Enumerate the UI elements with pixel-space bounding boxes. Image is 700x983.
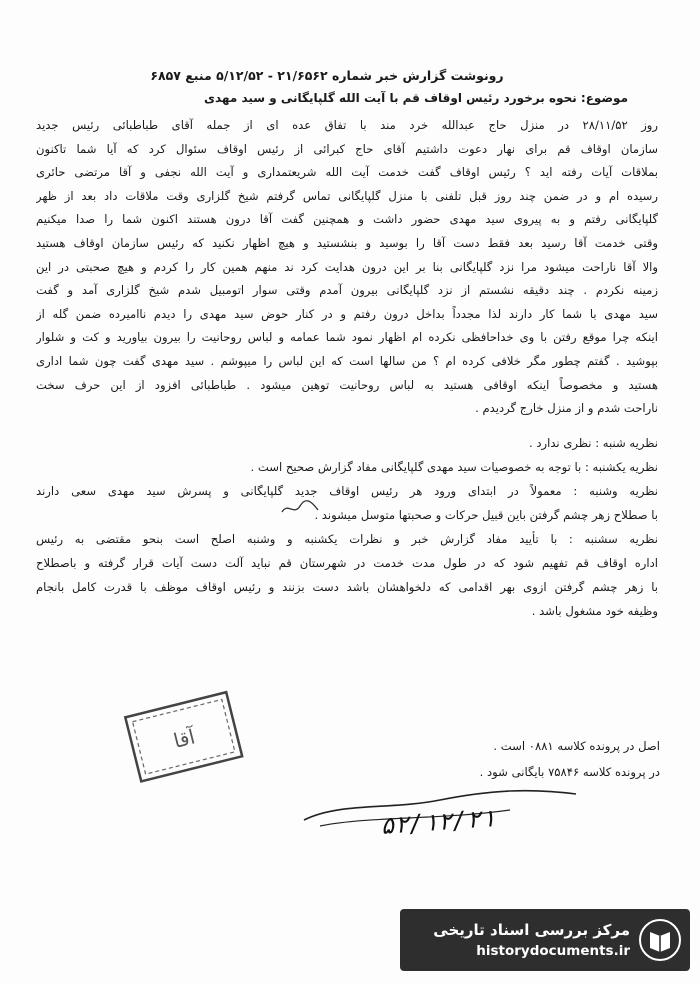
report-line: گلپایگانی رفتم و به پیروی سید مهدی حضور داشت و همچنین گفت آقا درون هستند اکنون شما را صدا میکنیم [36, 212, 658, 227]
opinion-line: با زهر چشم گرفتن ازوی بهر اقدامی که دلخواهشان باشد دست بزنند و رئیس اوقاف موظف با قدرت کامل بانجام [36, 579, 658, 594]
report-line: سازمان اوقاف قم برای نهار دعوت داشتیم آقای حاج کبرائی از رئیس اوقاف سئوال کرد که آیا شما تاکنون [36, 141, 658, 156]
opinion-line: نظریه وشنبه : معمولاً در ابتدای ورود هر رئیس اوقاف جدید گلپایگانی و پسرش سید مهدی سعی دارند [36, 483, 658, 498]
report-header: رونوشت گزارش خبر شماره ۲۱/۶۵۶۲ - ۵/۱۲/۵۲ منبع ۶۸۵۷ [150, 68, 504, 83]
opinions-section [36, 431, 658, 623]
report-line: وقتی خدمت آقا رسید بعد فقط دست آقا را بوسید و بنشستید و هیچ اظهار نکنید که رئیس سازمان اوقاف هستید [36, 235, 658, 250]
stamp-text: آقا [171, 724, 198, 753]
report-line: رسیده ام و در ضمن چند روز قبل تلفنی با منزل گلپایگانی تماس گرفتم شیخ گلزاری وقت ملاقات داد بعد از ظهر [36, 188, 658, 203]
report-line: بپوشید . گفتم چطور مگر خلافی کرده ام ؟ من سالها است که این لباس را میپوشم . سید مهدی گفت چون شما اداری [36, 353, 658, 368]
report-subject: موضوع: نحوه برخورد رئیس اوقاف قم با آیت الله گلپایگانی و سید مهدی [203, 91, 628, 105]
filing-note: اصل در پرونده کلاسه ۰۸۸۱ است . [493, 739, 660, 753]
rubber-stamp [118, 690, 248, 785]
report-line: سید مهدی با شما کار دارند لذا مجدداً بداخل درون رفتم و در کنار حوض سید مهدی را دیدم ناامیرده ضمن گله از [36, 306, 658, 321]
archive-watermark [400, 909, 690, 971]
filing-notes [300, 733, 660, 785]
filing-note: در پرونده کلاسه ۷۵۸۴۶ بایگانی شود . [479, 765, 660, 779]
report-line: زمینه نکردم . چند دقیقه نشستم از نزد گلپایگانی بیرون آمدم وقتی سوار اتومبیل شدم شیخ گلزاری آمد و گفت [36, 283, 658, 298]
handwritten-date: ۵۲/۱۲/۲۱ [379, 804, 497, 840]
watermark-url: historydocuments.ir [476, 943, 630, 959]
watermark-title: مرکز بررسی اسناد تاریخی [433, 921, 630, 939]
opinion-line: با صطلاح زهر چشم گرفتن باین قبیل حرکات و صحبتها متوسل میشوند . [314, 507, 658, 522]
opinion-line: نظریه شنبه : نظری ندارد . [528, 435, 658, 450]
report-line: اینکه چرا موقع رفتن با وی خداحافظی نکرده ام اظهار نمود شما عمامه و لباس روحانیت را بیرون بیاورید و کت و شلوار [36, 330, 658, 345]
opinion-line: نظریه سشنبه : با تأیید مفاد گزارش خبر و نظرات یکشنبه و وشنبه اصلح است بنحو مقتضی به رئیس [36, 531, 658, 546]
report-line: هستید و مخصوصاً اینکه اوقافی هستید به لباس روحانیت توهین میشود . طباطبائی افزود از این حرف سخت [36, 377, 658, 392]
archive-logo-icon [638, 918, 682, 962]
report-line: والا آقا ناراحت میشود مرا نزد گلپایگانی بنا بر این درون هدایت کرد ند منهم همین کار را کردم و هیچ صحبتی در این [36, 259, 658, 274]
document-body [36, 66, 658, 623]
handwritten-mark [280, 498, 320, 518]
report-text [36, 114, 658, 421]
report-line: ناراحت شدم و از منزل خارج گردیدم . [475, 401, 658, 416]
report-line: بملاقات آیات رفته اید ؟ رئیس اوقاف گفت خدمت آیت الله شریعتمداری و آیت الله نجفی و آقا مرتضی حائری [36, 165, 658, 180]
opinion-line: وظیفه خود مشغول باشد . [531, 603, 658, 618]
opinion-line: اداره اوقاف قم تفهیم شود که در طول مدت خدمت در شهرستان قم نباید آلت دست آیات قرار گرفته و باصطلاح [36, 555, 658, 570]
report-line: روز ۲۸/۱۱/۵۲ در منزل حاج عبدالله خرد مند با تفاق عده ای از جمله آقای طباطبائی رئیس جدید [36, 118, 658, 132]
opinion-line: نظریه یکشنبه : با توجه به خصوصیات سید مهدی گلپایگانی مفاد گزارش صحیح است . [250, 459, 658, 474]
